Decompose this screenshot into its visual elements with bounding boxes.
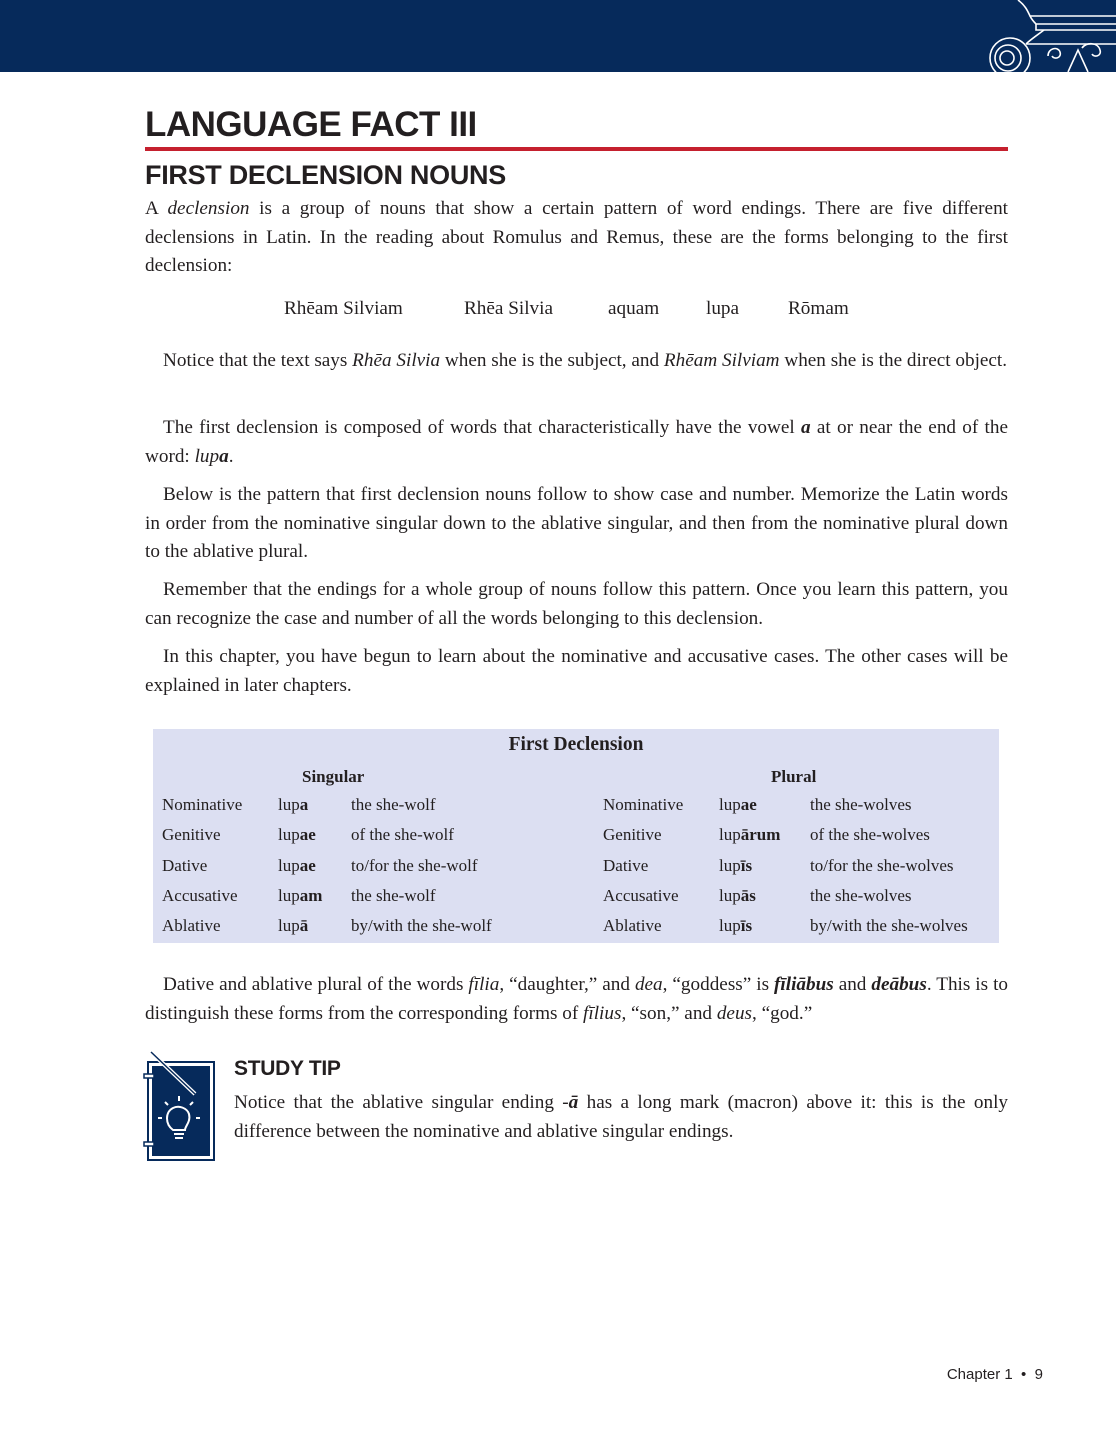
- stem: lup: [719, 855, 741, 875]
- latin-form: [719, 795, 757, 815]
- dative-paragraph: [145, 971, 1008, 1028]
- form-item: Rhēam Silviam: [284, 298, 403, 319]
- text: when she is the subject, and: [440, 350, 664, 371]
- latin-term: deus: [716, 1002, 752, 1024]
- latin-form: [719, 886, 756, 906]
- meaning: the she-wolves: [810, 795, 912, 814]
- vowel-paragraph: [145, 414, 1008, 471]
- ending: īs: [740, 916, 753, 936]
- text: Notice that the text says: [163, 350, 353, 371]
- form-item: Rhēa Silvia: [464, 298, 553, 319]
- stem: lup: [278, 795, 300, 814]
- latin-term: dea: [634, 974, 663, 995]
- case-name: Dative: [603, 855, 649, 875]
- text: and: [833, 974, 872, 995]
- form-item: lupa: [706, 298, 740, 319]
- case-name: Genitive: [603, 825, 662, 845]
- latin-ending: ā: [568, 1092, 579, 1113]
- remember-paragraph: Remember that the endings for a whole group of nouns follow this pattern. Once you learn this pattern, you can recognize the case and number of all the words belonging to this declension.: [145, 579, 1008, 629]
- lightbulb-scroll-icon: [143, 1050, 219, 1164]
- meaning: by/with the she-wolf: [351, 916, 492, 936]
- pattern-paragraph: Below is the pattern that first declension nouns follow to show case and number. Memorize the Latin words in order from the nominative singular down to the ablative singular, and then from the nominative plural down to the ablative plural.: [145, 484, 1008, 562]
- text: .: [228, 445, 234, 467]
- latin-term: Rhēa Silvia: [352, 350, 441, 371]
- header-band: [0, 0, 1116, 72]
- term-declension: declension: [167, 198, 250, 219]
- stem: lup: [719, 795, 741, 814]
- latin-form: [278, 856, 316, 876]
- vowel-a: a: [801, 417, 811, 438]
- text: , “daughter,” and: [499, 974, 635, 995]
- case-name: Accusative: [162, 885, 238, 905]
- ending: ae: [740, 795, 757, 814]
- stem: lup: [278, 885, 300, 905]
- ending: ārum: [740, 825, 781, 845]
- footer-chapter: Chapter 1: [946, 1366, 1013, 1383]
- text: , “god.”: [752, 1002, 813, 1024]
- text: . This is to distinguish these forms from the corresponding forms of: [145, 974, 1008, 1024]
- intro-text: A: [145, 198, 168, 219]
- meaning: the she-wolf: [351, 885, 436, 905]
- stem: lup: [278, 916, 300, 936]
- stem: lup: [719, 885, 741, 905]
- stem: lup: [278, 825, 300, 845]
- form-item: Rōmam: [788, 298, 849, 319]
- text: has a long mark (macron) above it: this is the only difference between the nominative and ablative singular endings.: [234, 1092, 1008, 1142]
- text: at or near the end of the word:: [145, 417, 1008, 467]
- intro-text: is a group of nouns that show a certain pattern of word endings. There are five different declensions in Latin. In the reading about Romulus and Remus, these are the forms belonging to the first declension:: [145, 198, 1008, 276]
- ending: a: [299, 795, 309, 814]
- form-item: aquam: [608, 298, 660, 319]
- text: The first declension is composed of words that characteristically have the vowel: [163, 417, 802, 438]
- case-name: Ablative: [603, 916, 662, 936]
- latin-ending: a: [219, 445, 229, 467]
- text: , “goddess” is: [662, 974, 775, 995]
- latin-form: deābus: [871, 974, 927, 995]
- declension-table: [153, 729, 999, 943]
- ending: ae: [299, 855, 316, 875]
- latin-form: [278, 916, 308, 936]
- meaning: the she-wolves: [810, 885, 912, 905]
- ending: am: [299, 885, 323, 905]
- title-divider: [145, 147, 1008, 151]
- stem: lup: [719, 916, 741, 936]
- plural-header: Plural: [771, 767, 817, 786]
- singular-header: Singular: [302, 767, 365, 786]
- page-title: LANGUAGE FACT III: [145, 105, 477, 144]
- ending: ās: [740, 885, 756, 905]
- stem: lup: [719, 825, 741, 845]
- intro-paragraph: [145, 195, 1008, 281]
- ending: īs: [740, 855, 753, 875]
- case-name: Accusative: [603, 885, 679, 905]
- case-name: Nominative: [603, 795, 684, 814]
- latin-term: Rhēam Silviam: [663, 350, 780, 371]
- case-name: Nominative: [162, 795, 243, 814]
- text: Notice that the ablative singular ending -: [234, 1092, 569, 1113]
- latin-stem: lup: [194, 445, 220, 467]
- latin-form: [719, 856, 752, 876]
- section-heading: FIRST DECLENSION NOUNS: [145, 160, 506, 190]
- meaning: of the she-wolf: [351, 825, 454, 845]
- page-footer: [947, 1366, 1043, 1383]
- case-name: Genitive: [162, 825, 221, 845]
- latin-term: fīlia: [468, 974, 500, 995]
- footer-separator: •: [1021, 1366, 1027, 1383]
- meaning: to/for the she-wolves: [810, 855, 954, 875]
- latin-form: [278, 795, 308, 815]
- latin-form: [278, 886, 322, 906]
- meaning: the she-wolf: [351, 795, 436, 814]
- study-tip-heading: STUDY TIP: [234, 1057, 341, 1080]
- latin-form: [719, 825, 780, 845]
- ending: ā: [299, 916, 309, 936]
- text: Dative and ablative plural of the words: [163, 974, 469, 995]
- stem: lup: [278, 855, 300, 875]
- text: , “son,” and: [621, 1002, 717, 1024]
- latin-term: fīlius: [583, 1002, 622, 1024]
- latin-form: [719, 916, 752, 936]
- notice-paragraph: [145, 347, 1008, 376]
- study-tip-text: [234, 1088, 1008, 1146]
- latin-form: [278, 825, 316, 845]
- case-name: Dative: [162, 855, 208, 875]
- case-name: Ablative: [162, 916, 221, 936]
- meaning: of the she-wolves: [810, 825, 930, 845]
- meaning: by/with the she-wolves: [810, 916, 968, 936]
- text: when she is the direct object.: [779, 350, 1008, 371]
- table-title: First Declension: [508, 734, 644, 755]
- meaning: to/for the she-wolf: [351, 855, 478, 875]
- latin-form: fīliābus: [774, 974, 834, 995]
- ending: ae: [299, 825, 316, 845]
- page-number: 9: [1034, 1366, 1043, 1383]
- ionic-capital-icon: [986, 0, 1116, 72]
- chapter-paragraph: In this chapter, you have begun to learn about the nominative and accusative cases. The other cases will be explained in later chapters.: [145, 646, 1008, 696]
